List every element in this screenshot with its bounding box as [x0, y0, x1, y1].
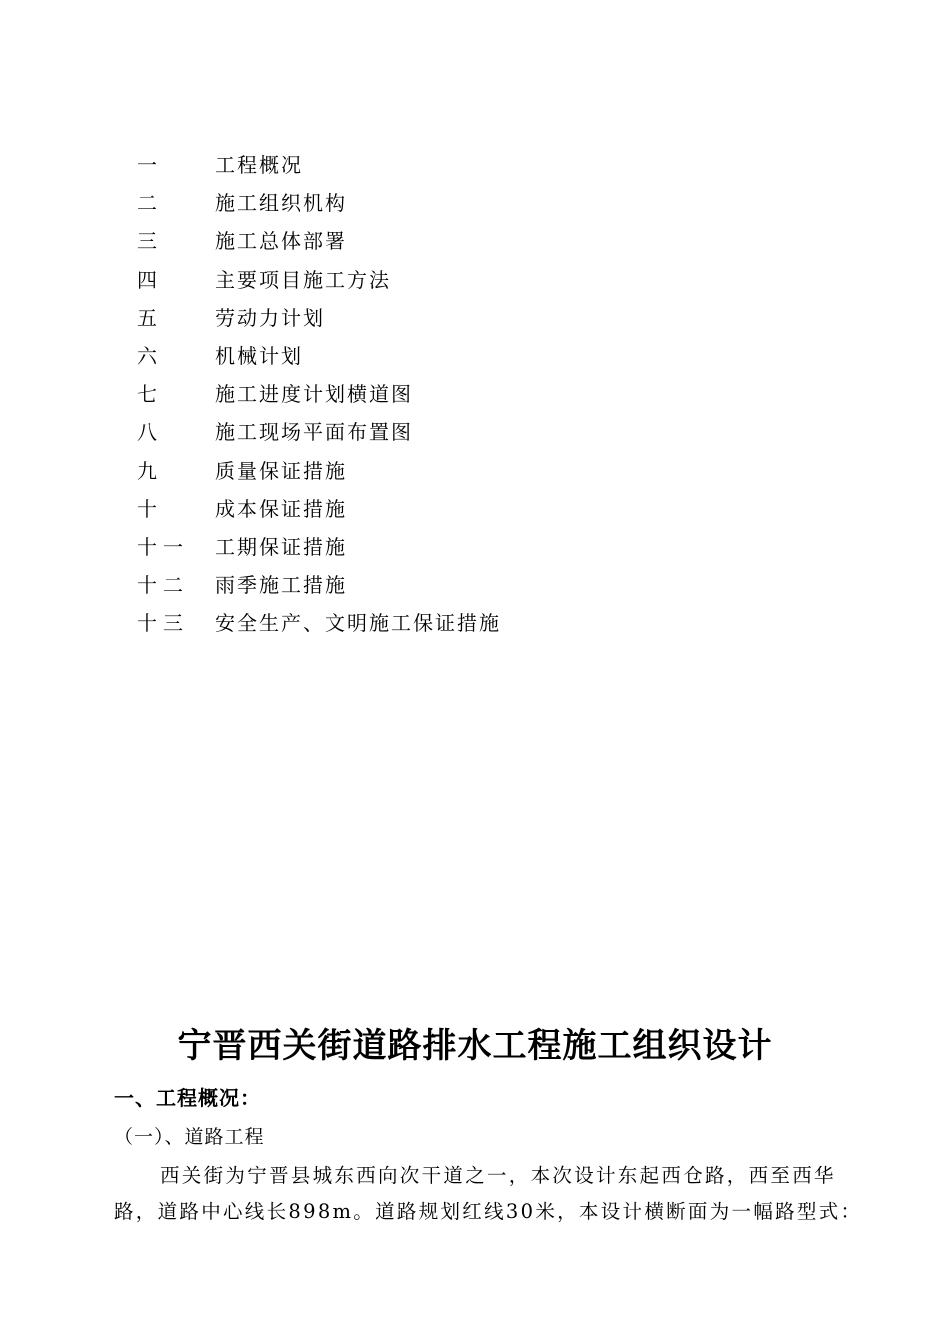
sub-heading: （一）、道路工程	[114, 1126, 265, 1148]
toc-item-number: 一	[137, 153, 163, 177]
toc-item	[137, 452, 737, 490]
toc-item-title: 机械计划	[215, 343, 303, 368]
toc-item-number: 十二	[137, 573, 189, 598]
toc-item	[137, 146, 737, 184]
toc-item-number: 二	[137, 191, 163, 216]
toc-item	[137, 528, 737, 566]
toc-item	[137, 490, 737, 528]
toc-item	[137, 261, 737, 299]
toc-item	[137, 222, 737, 260]
toc-item-title: 工程概况	[215, 153, 303, 177]
table-of-contents	[137, 146, 737, 642]
toc-item	[137, 337, 737, 375]
toc-item-number: 七	[137, 382, 163, 407]
toc-item-number: 十	[137, 496, 163, 521]
toc-item	[137, 566, 737, 604]
toc-item-number: 六	[137, 343, 163, 368]
toc-item-title: 主要项目施工方法	[215, 267, 391, 292]
toc-item-number: 十三	[137, 611, 189, 636]
section-heading: 一、工程概况：	[114, 1086, 261, 1110]
toc-item	[137, 375, 737, 413]
toc-item-title: 雨季施工措施	[215, 573, 347, 598]
toc-item-number: 三	[137, 229, 163, 254]
toc-item	[137, 184, 737, 222]
toc-item-title: 施工现场平面布置图	[215, 420, 413, 445]
toc-item-number: 九	[137, 458, 163, 483]
toc-item-title: 施工组织机构	[215, 191, 347, 216]
toc-item-title: 施工总体部署	[215, 229, 347, 254]
toc-item-number: 四	[137, 267, 163, 292]
body-paragraph: 西关街为宁晋县城东西向次干道之一，本次设计东起西仓路，西至西华路，道路中心线长898m。道路规划红线30米，本设计横断面为一幅路型式：	[114, 1164, 863, 1223]
toc-item-title: 施工进度计划横道图	[215, 382, 413, 407]
toc-item-number: 五	[137, 305, 163, 330]
toc-item-title: 安全生产、文明施工保证措施	[215, 611, 501, 636]
document-title: 宁晋西关街道路排水工程施工组织设计	[177, 1026, 773, 1066]
toc-item-number: 八	[137, 420, 163, 445]
toc-item	[137, 299, 737, 337]
toc-item-title: 成本保证措施	[215, 496, 347, 521]
toc-item-number: 十一	[137, 534, 189, 559]
toc-item-title: 劳动力计划	[215, 305, 325, 330]
toc-item-title: 质量保证措施	[215, 458, 347, 483]
toc-item	[137, 604, 737, 642]
toc-item-title: 工期保证措施	[215, 534, 347, 559]
toc-item	[137, 413, 737, 451]
